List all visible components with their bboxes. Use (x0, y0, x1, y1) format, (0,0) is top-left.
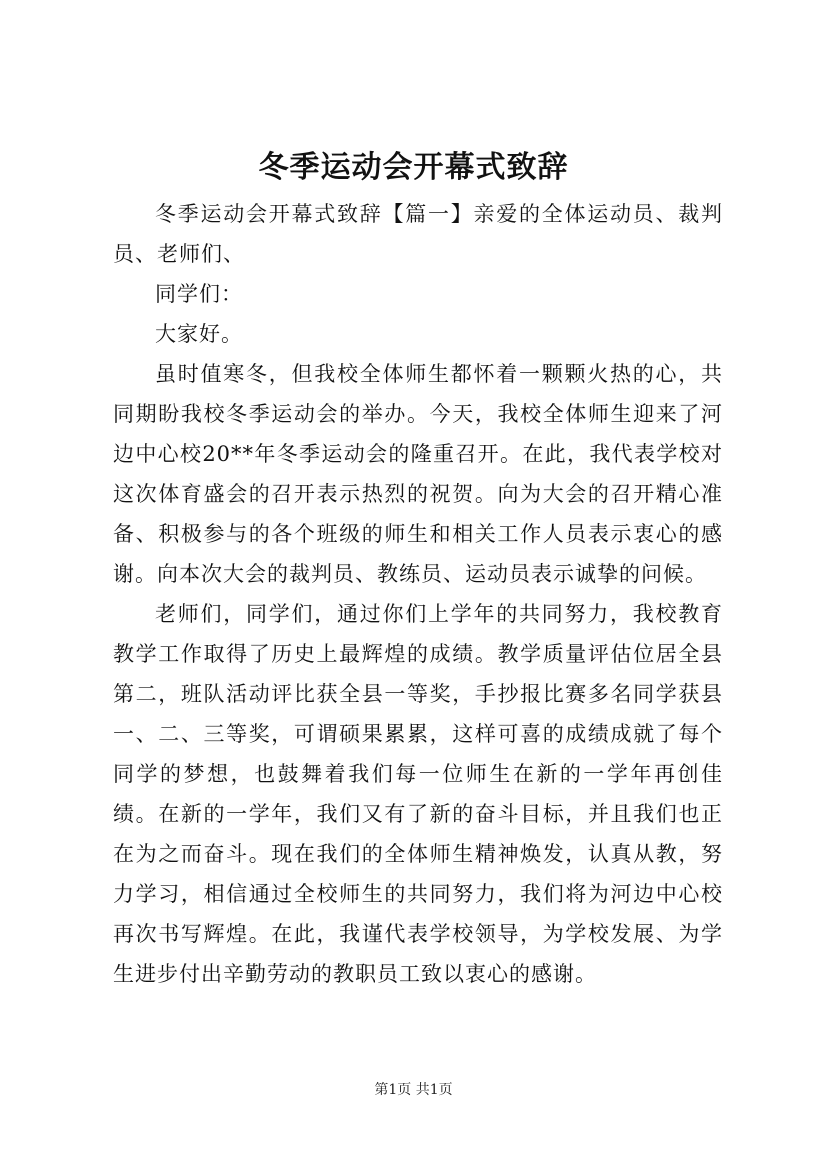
document-body (113, 194, 723, 994)
paragraph-students: 同学们： (155, 282, 243, 306)
paragraph-greeting: 冬季运动会开幕式致辞【篇一】亲爱的全体运动员、裁判员、老师们、 (113, 202, 723, 266)
paragraph-opening: 虽时值寒冬，但我校全体师生都怀着一颗颗火热的心，共同期盼我校冬季运动会的举办。今天，我校全体师生迎来了河边中心校20**年冬季运动会的隆重召开。在此，我代表学校对这次体育盛会的召开表示热烈的祝贺。向为大会的召开精心准备、积极参与的各个班级的师生和相关工作人员表示衷心的感谢。向本次大会的裁判员、教练员、运动员表示诚挚的问候。 (113, 362, 723, 586)
page-footer: 第1页 共1页 (374, 1082, 453, 1098)
paragraph-hello: 大家好。 (155, 322, 243, 346)
document-title: 冬季运动会开幕式致辞 (258, 150, 569, 185)
paragraph-achievements: 老师们，同学们，通过你们上学年的共同努力，我校教育教学工作取得了历史上最辉煌的成绩。教学质量评估位居全县第二，班队活动评比获全县一等奖，手抄报比赛多名同学获县一、二、三等奖，可谓硕果累累，这样可喜的成绩成就了每个同学的梦想，也鼓舞着我们每一位师生在新的一学年再创佳绩。在新的一学年，我们又有了新的奋斗目标，并且我们也正在为之而奋斗。现在我们的全体师生精神焕发，认真从教，努力学习，相信通过全校师生的共同努力，我们将为河边中心校再次书写辉煌。在此，我谨代表学校领导，为学校发展、为学生进步付出辛勤劳动的教职员工致以衷心的感谢。 (113, 602, 723, 986)
